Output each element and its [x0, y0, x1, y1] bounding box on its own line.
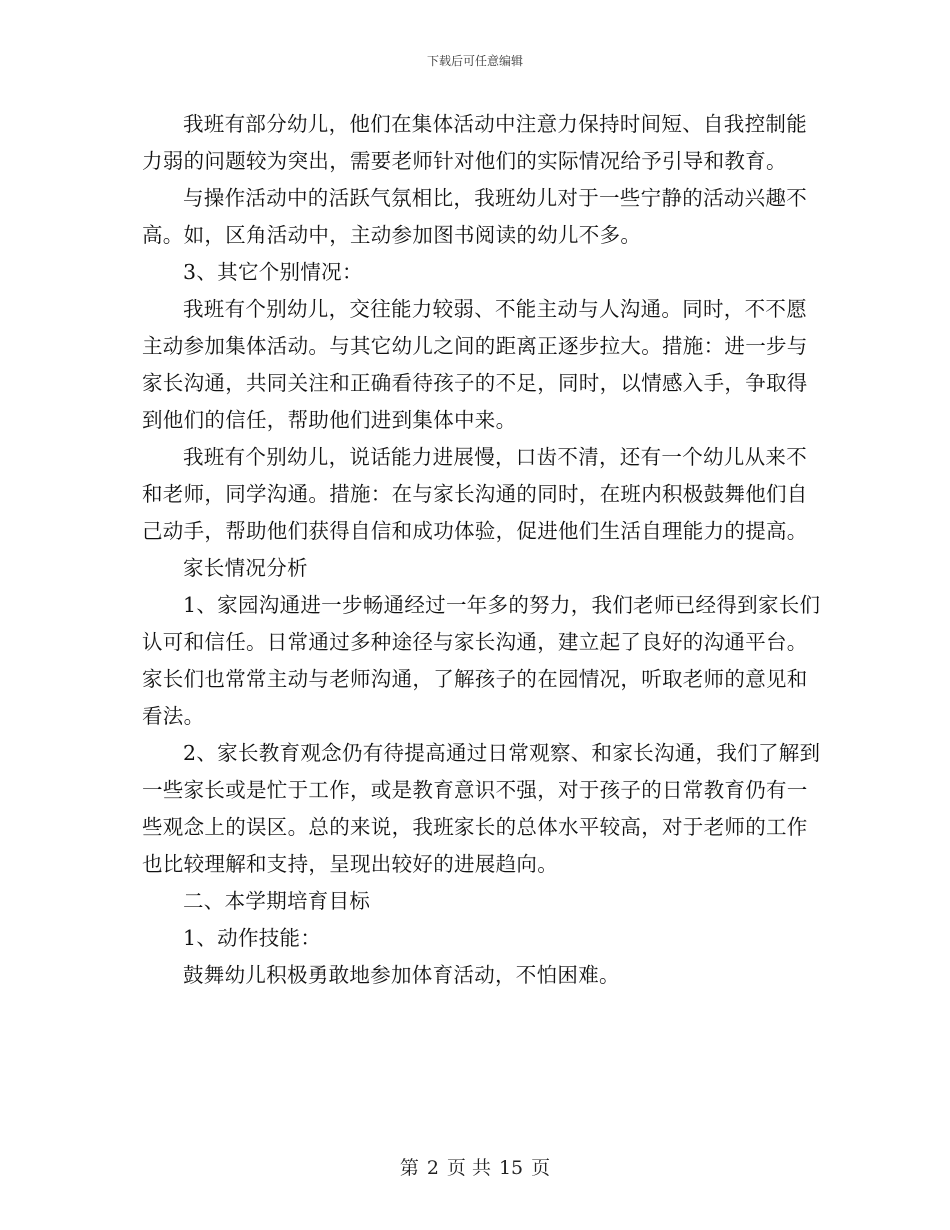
footer-prefix: 第 — [399, 1157, 419, 1179]
section-heading: 家长情况分析 — [183, 556, 308, 580]
total-pages: 15 — [498, 1157, 524, 1179]
paragraph: 鼓舞幼儿积极勇敢地参加体育活动，不怕困难。 — [183, 963, 620, 987]
footer-suffix: 页 — [531, 1157, 551, 1179]
section-heading: 3、其它个别情况： — [183, 260, 363, 284]
section-heading: 二、本学期培育目标 — [183, 889, 371, 913]
paragraph: 与操作活动中的活跃气氛相比，我班幼儿对于一些宁静的活动兴趣不高。如，区角活动中，主动参加图书阅读的幼儿不多。 — [142, 186, 807, 247]
page-number: 2 — [426, 1157, 439, 1179]
paragraph: 1、家园沟通进一步畅通经过一年多的努力，我们老师已经得到家长们认可和信任。日常通过多种途径与家长沟通，建立起了良好的沟通平台。家长们也常常主动与老师沟通，了解孩子的在园情况，听取老师的意见和看法。 — [142, 593, 821, 728]
paragraph: 2、家长教育观念仍有待提高通过日常观察、和家长沟通，我们了解到一些家长或是忙于工作，或是教育意识不强，对于孩子的日常教育仍有一些观念上的误区。总的来说，我班家长的总体水平较高，对于老师的工作也比较理解和支持，呈现出较好的进展趋向。 — [142, 741, 821, 876]
paragraph: 我班有个别幼儿，说话能力进展慢，口齿不清，还有一个幼儿从来不和老师，同学沟通。措施：在与家长沟通的同时，在班内积极鼓舞他们自己动手，帮助他们获得自信和成功体验，促进他们生活自理能力的提高。 — [142, 445, 808, 543]
paragraph: 我班有个别幼儿，交往能力较弱、不能主动与人沟通。同时，不不愿主动参加集体活动。与其它幼儿之间的距离正逐步拉大。措施：进一步与家长沟通，共同关注和正确看待孩子的不足，同时，以情感入手，争取得到他们的信任，帮助他们进到集体中来。 — [142, 297, 808, 432]
footer-middle: 页 共 — [446, 1157, 491, 1179]
paragraph: 我班有部分幼儿，他们在集体活动中注意力保持时间短、自我控制能力弱的问题较为突出，需要老师针对他们的实际情况给予引导和教育。 — [142, 112, 807, 173]
page-header: 下载后可任意编辑 — [426, 54, 523, 68]
document-body — [142, 106, 822, 994]
section-heading: 1、动作技能： — [183, 926, 322, 950]
page-footer — [0, 1153, 950, 1180]
